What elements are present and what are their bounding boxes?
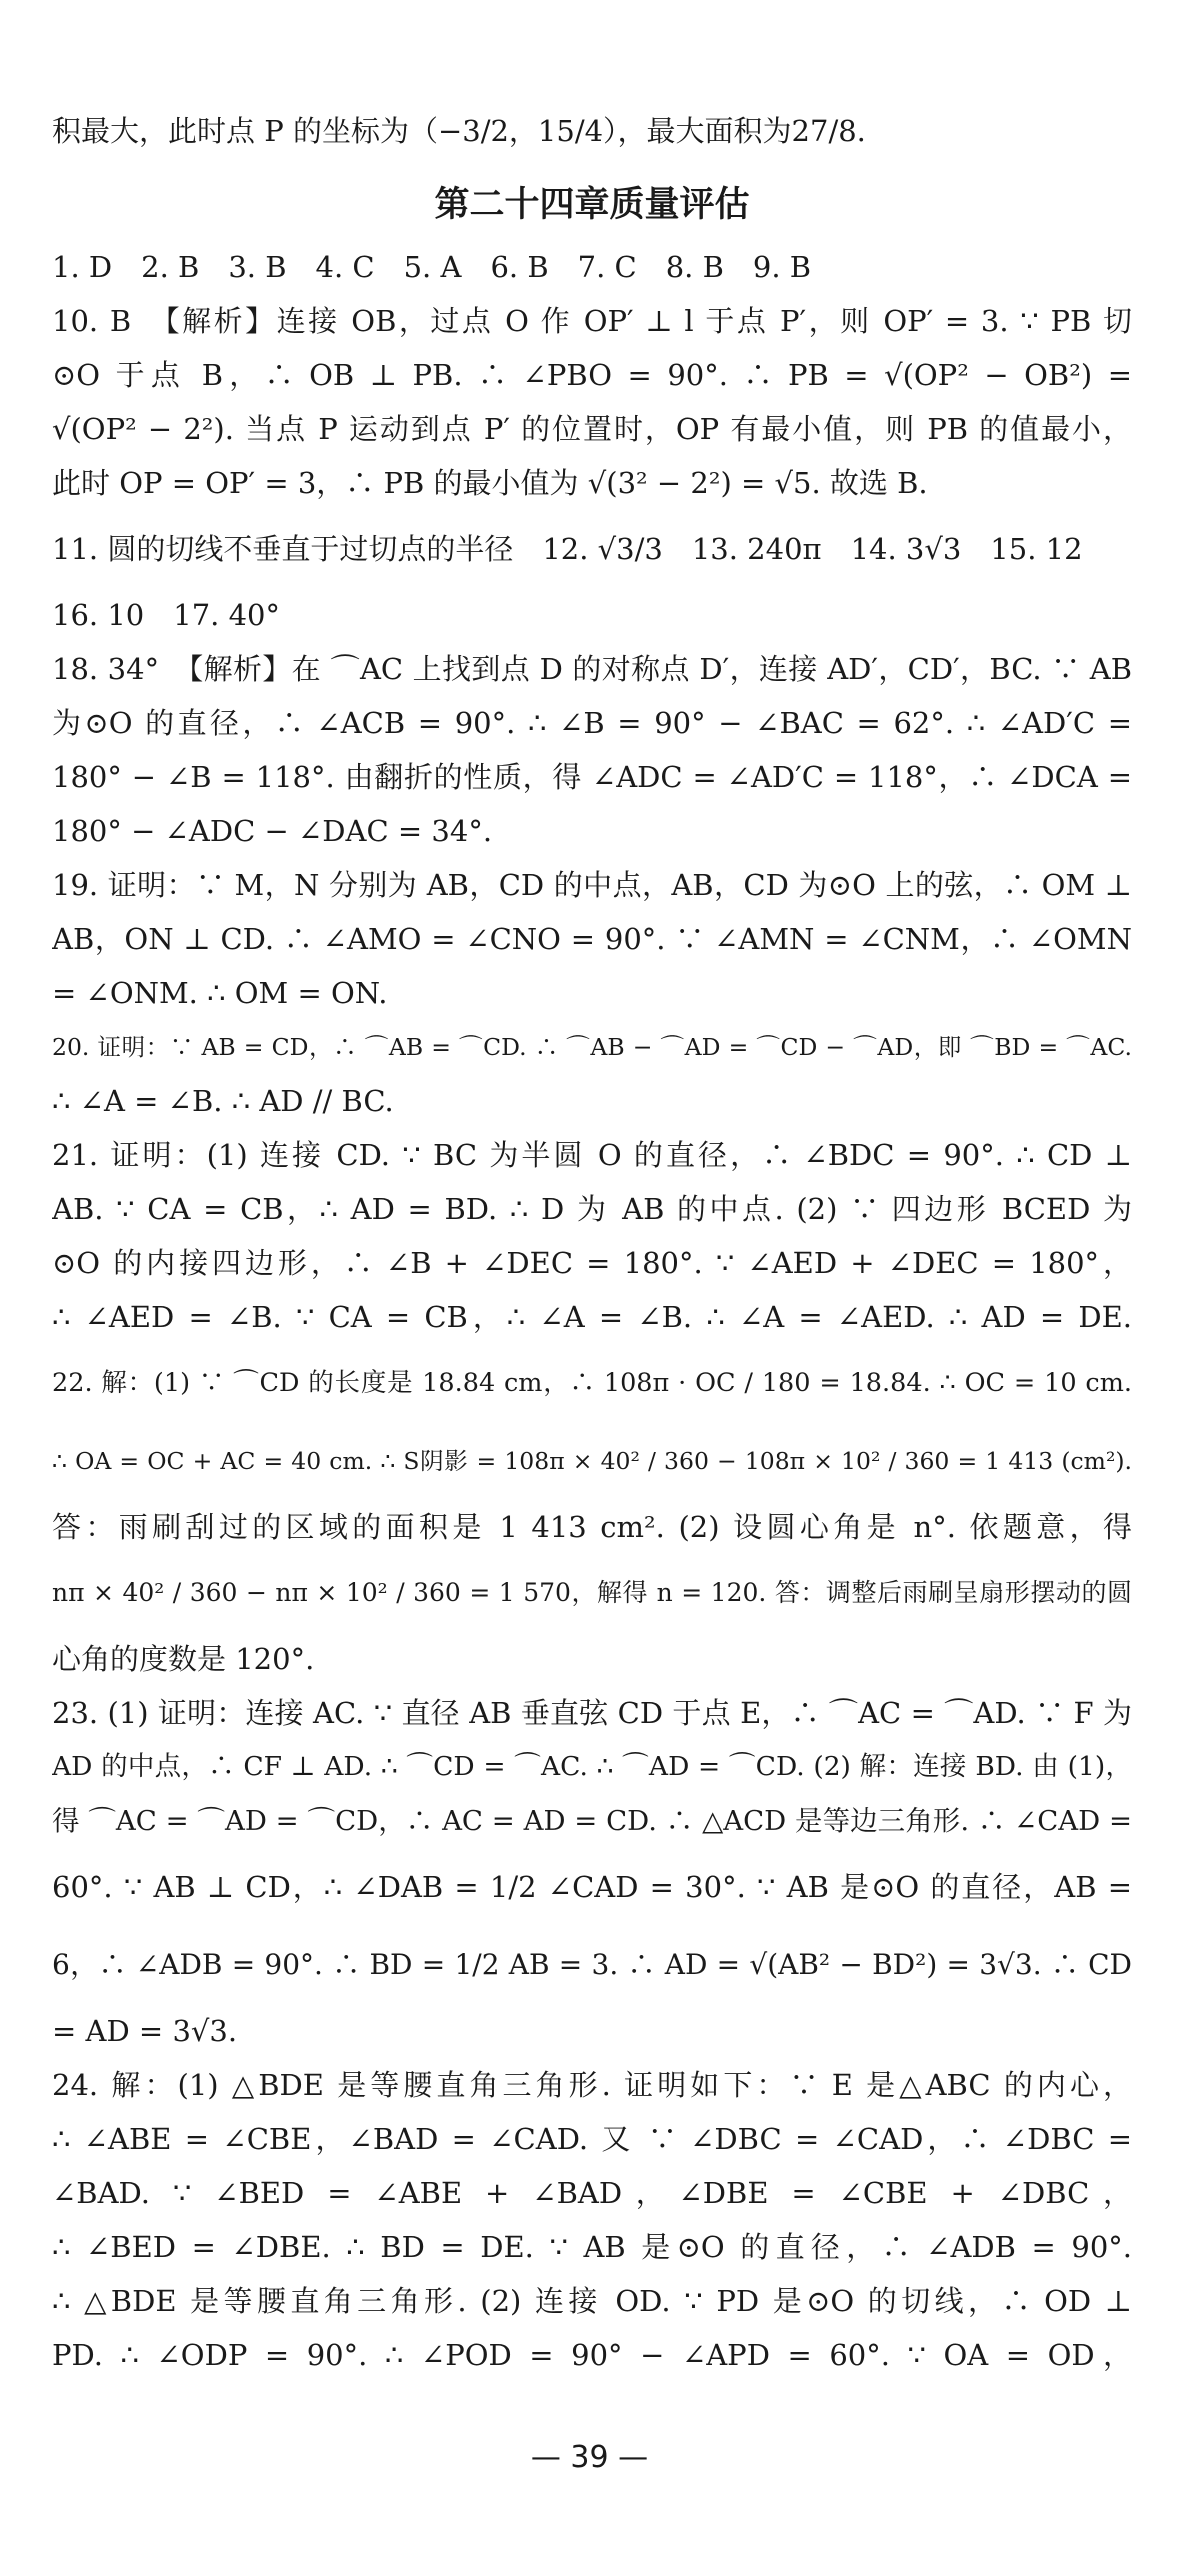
- text-line: 答：雨刷刮过的区域的面积是 1 413 cm². (2) 设圆心角是 n°. 依题意，得: [52, 1510, 1132, 1544]
- text-line: ∴ ∠BED = ∠DBE. ∴ BD = DE. ∵ AB 是⊙O 的直径，∴ ∠ADB = 90°.: [52, 2230, 1132, 2264]
- text-line: 10. B 【解析】连接 OB，过点 O 作 OP′ ⊥ l 于点 P′，则 OP′ = 3. ∵ PB 切: [52, 304, 1132, 338]
- text-line: 180° − ∠B = 118°. 由翻折的性质，得 ∠ADC = ∠AD′C = 118°，∴ ∠DCA =: [52, 760, 1132, 794]
- text-line: 180° − ∠ADC − ∠DAC = 34°.: [52, 814, 493, 848]
- text-line: = ∠ONM. ∴ OM = ON.: [52, 976, 388, 1010]
- text-line: 18. 34° 【解析】在 ⌒AC 上找到点 D 的对称点 D′，连接 AD′，CD′，BC. ∵ AB: [52, 652, 1132, 686]
- text-line: = AD = 3√3.: [52, 2014, 238, 2048]
- text-line: √(OP² − 2²). 当点 P 运动到点 P′ 的位置时，OP 有最小值，则 PB 的值最小，: [52, 412, 1132, 446]
- text-line: 心角的度数是 120°.: [52, 1642, 315, 1676]
- text-line: AB，ON ⊥ CD. ∴ ∠AMO = ∠CNO = 90°. ∵ ∠AMN = ∠CNM，∴ ∠OMN: [52, 922, 1132, 956]
- text-line: ⊙O 于点 B，∴ OB ⊥ PB. ∴ ∠PBO = 90°. ∴ PB = √(OP² − OB²) =: [52, 358, 1132, 392]
- text-line: 得 ⌒AC = ⌒AD = ⌒CD，∴ AC = AD = CD. ∴ △ACD 是等边三角形. ∴ ∠CAD =: [52, 1805, 1132, 1837]
- text-line: 为⊙O 的直径，∴ ∠ACB = 90°. ∴ ∠B = 90° − ∠BAC = 62°. ∴ ∠AD′C =: [52, 706, 1132, 740]
- text-line: 积最大，此时点 P 的坐标为（−3/2，15/4），最大面积为27/8.: [52, 114, 866, 148]
- text-line: 6，∴ ∠ADB = 90°. ∴ BD = 1/2 AB = 3. ∴ AD = √(AB² − BD²) = 3√3. ∴ CD: [52, 1948, 1132, 1981]
- text-line: ⊙O 的内接四边形，∴ ∠B + ∠DEC = 180°. ∵ ∠AED + ∠DEC = 180°，: [52, 1246, 1132, 1280]
- text-line: ∴ ∠AED = ∠B. ∵ CA = CB，∴ ∠A = ∠B. ∴ ∠A = ∠AED. ∴ AD = DE.: [52, 1300, 1132, 1334]
- text-line: 11. 圆的切线不垂直于过切点的半径 12. √3/3 13. 240π 14. 3√3 15. 12: [52, 532, 1083, 566]
- text-line: 21. 证明：(1) 连接 CD. ∵ BC 为半圆 O 的直径，∴ ∠BDC = 90°. ∴ CD ⊥: [52, 1138, 1132, 1172]
- text-line: ∠BAD. ∵ ∠BED = ∠ABE + ∠BAD，∠DBE = ∠CBE + ∠DBC，: [52, 2176, 1132, 2210]
- text-line: ∴ ∠A = ∠B. ∴ AD // BC.: [52, 1084, 394, 1118]
- text-line: 19. 证明：∵ M，N 分别为 AB，CD 的中点，AB，CD 为⊙O 上的弦，∴ OM ⊥: [52, 868, 1132, 902]
- text-line: 1. D 2. B 3. B 4. C 5. A 6. B 7. C 8. B 9. B: [52, 250, 812, 284]
- answer-text: [52, 92, 1132, 2382]
- chapter-heading: 第二十四章质量评估: [434, 184, 750, 225]
- text-line: 24. 解：(1) △BDE 是等腰直角三角形. 证明如下：∵ E 是△ABC 的内心，: [52, 2068, 1132, 2102]
- text-line: 23. (1) 证明：连接 AC. ∵ 直径 AB 垂直弦 CD 于点 E，∴ ⌒AC = ⌒AD. ∵ F 为: [52, 1696, 1132, 1730]
- text-line: ∴ △BDE 是等腰直角三角形. (2) 连接 OD. ∵ PD 是⊙O 的切线，∴ OD ⊥: [52, 2284, 1132, 2318]
- text-line: nπ × 40² / 360 − nπ × 10² / 360 = 1 570，解得 n = 120. 答：调整后雨刷呈扇形摆动的圆: [52, 1578, 1132, 1607]
- text-line: AD 的中点，∴ CF ⊥ AD. ∴ ⌒CD = ⌒AC. ∴ ⌒AD = ⌒CD. (2) 解：连接 BD. 由 (1)，: [52, 1751, 1132, 1782]
- text-line: 20. 证明：∵ AB = CD，∴ ⌒AB = ⌒CD. ∴ ⌒AB − ⌒AD = ⌒CD − ⌒AD，即 ⌒BD = ⌒AC.: [52, 1033, 1132, 1061]
- text-line: 16. 10 17. 40°: [52, 598, 280, 632]
- text-line: 60°. ∵ AB ⊥ CD，∴ ∠DAB = 1/2 ∠CAD = 30°. ∵ AB 是⊙O 的直径，AB =: [52, 1870, 1132, 1904]
- text-line: AB. ∵ CA = CB，∴ AD = BD. ∴ D 为 AB 的中点. (2) ∵ 四边形 BCED 为: [52, 1192, 1132, 1226]
- page-number: — 39 —: [530, 2440, 649, 2475]
- text-line: ∴ ∠ABE = ∠CBE，∠BAD = ∠CAD. 又 ∵ ∠DBC = ∠CAD，∴ ∠DBC =: [52, 2122, 1132, 2156]
- text-line: 此时 OP = OP′ = 3，∴ PB 的最小值为 √(3² − 2²) = √5. 故选 B.: [52, 466, 928, 500]
- text-line: 22. 解：(1) ∵ ⌒CD 的长度是 18.84 cm，∴ 108π · OC / 180 = 18.84. ∴ OC = 10 cm.: [52, 1368, 1132, 1398]
- text-line: ∴ OA = OC + AC = 40 cm. ∴ S阴影 = 108π × 40² / 360 − 108π × 10² / 360 = 1 413 (cm²).: [52, 1447, 1132, 1475]
- text-line: PD. ∴ ∠ODP = 90°. ∴ ∠POD = 90° − ∠APD = 60°. ∵ OA = OD，: [52, 2338, 1132, 2372]
